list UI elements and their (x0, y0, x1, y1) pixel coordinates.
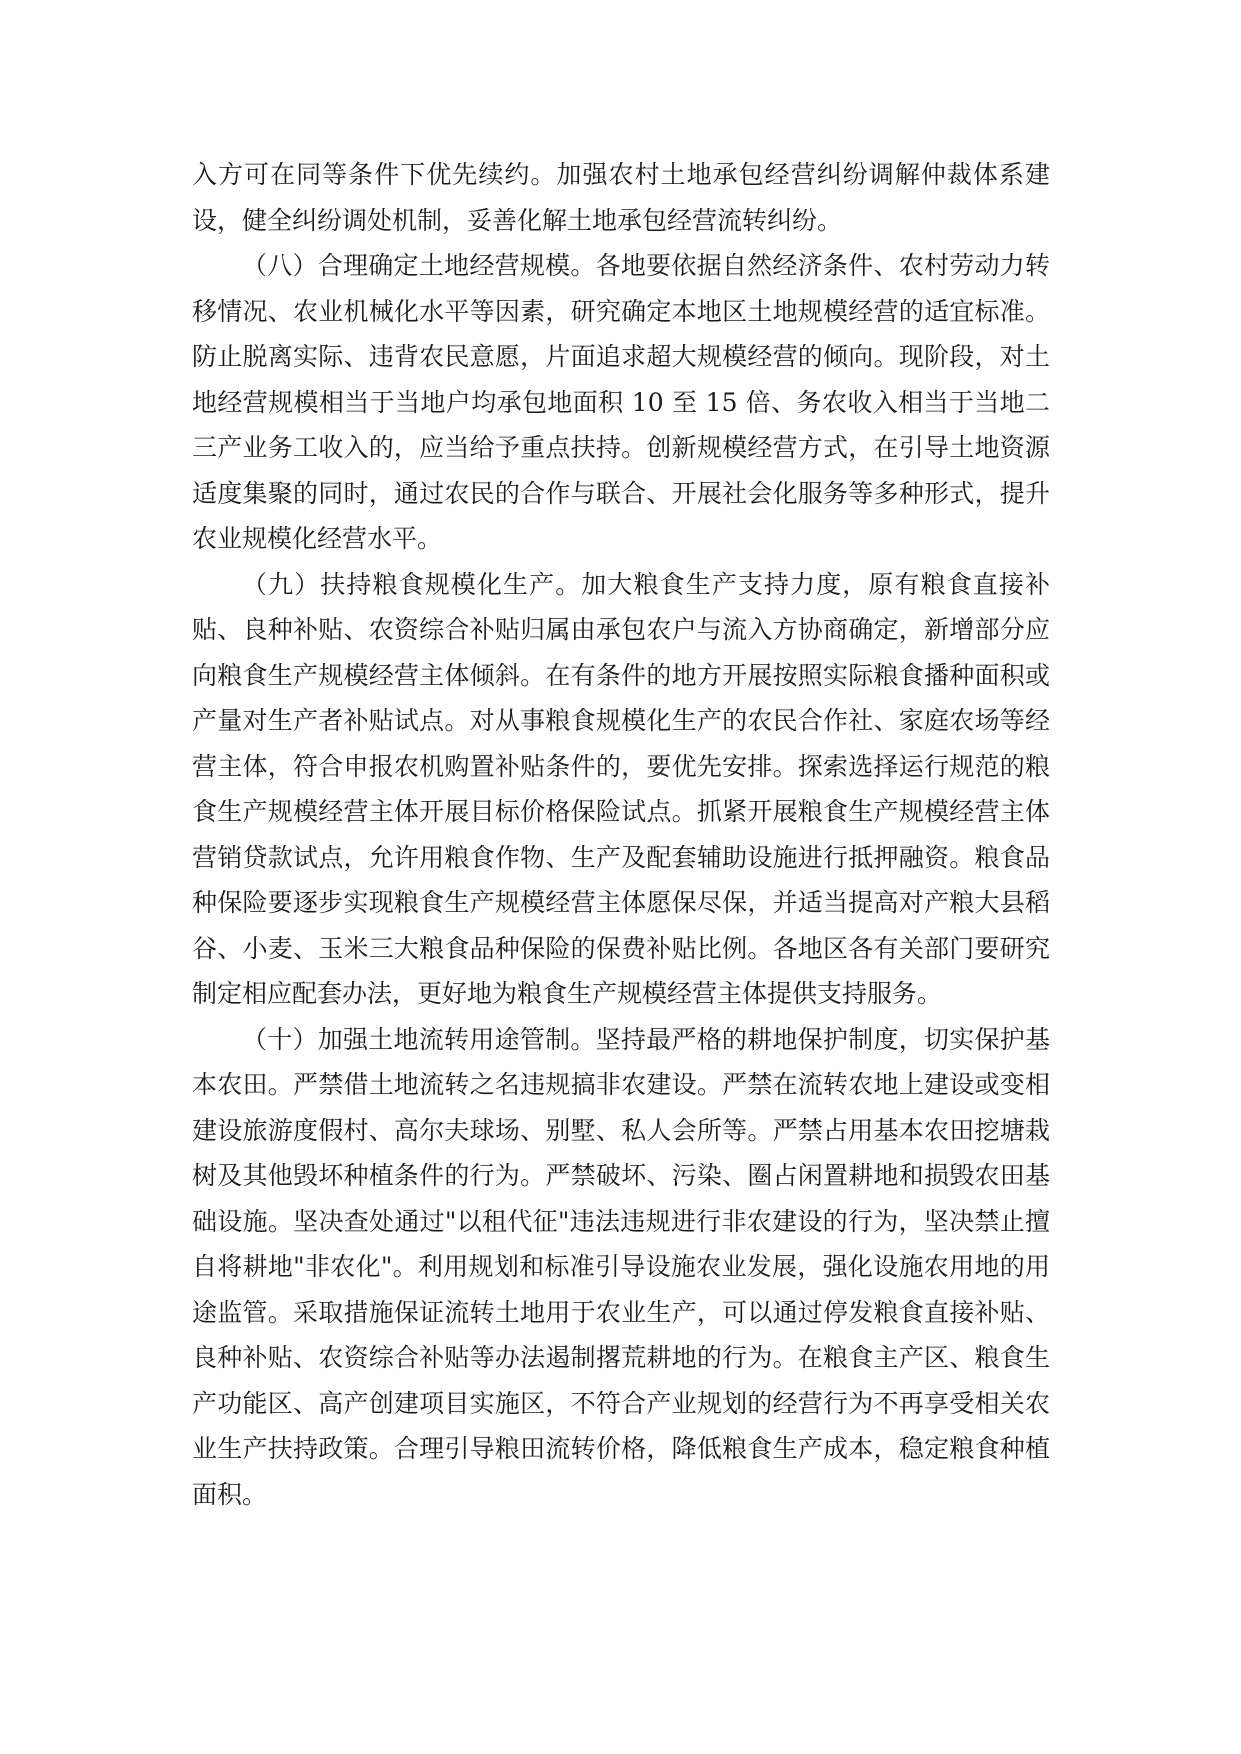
paragraph-section-10: （十）加强土地流转用途管制。坚持最严格的耕地保护制度，切实保护基本农田。严禁借土地流转之名违规搞非农建设。严禁在流转农地上建设或变相建设旅游度假村、高尔夫球场、别墅、私人会所等。严禁占用基本农田挖塘栽树及其他毁坏种植条件的行为。严禁破坏、污染、圈占闲置耕地和损毁农田基础设施。坚决查处通过"以租代征"违法违规进行非农建设的行为，坚决禁止擅自将耕地"非农化"。利用规划和标准引导设施农业发展，强化设施农用地的用途监管。采取措施保证流转土地用于农业生产，可以通过停发粮食直接补贴、良种补贴、农资综合补贴等办法遏制撂荒耕地的行为。在粮食主产区、粮食生产功能区、高产创建项目实施区，不符合产业规划的经营行为不再享受相关农业生产扶持政策。合理引导粮田流转价格，降低粮食生产成本，稳定粮食种植面积。 (192, 1024, 1050, 1509)
paragraph-continuation: 入方可在同等条件下优先续约。加强农村土地承包经营纠纷调解仲裁体系建设，健全纠纷调处机制，妥善化解土地承包经营流转纠纷。 (192, 160, 1050, 235)
paragraph-section-8: （八）合理确定土地经营规模。各地要依据自然经济条件、农村劳动力转移情况、农业机械化水平等因素，研究确定本地区土地规模经营的适宜标准。防止脱离实际、违背农民意愿，片面追求超大规模经营的倾向。现阶段，对土地经营规模相当于当地户均承包地面积 10 至 15 倍、务农收入相当于当地二三产业务工收入的，应当给予重点扶持。创新规模经营方式，在引导土地资源适度集聚的同时，通过农民的合作与联合、开展社会化服务等多种形式，提升农业规模化经营水平。 (192, 251, 1050, 553)
paragraph-section-9: （九）扶持粮食规模化生产。加大粮食生产支持力度，原有粮食直接补贴、良种补贴、农资综合补贴归属由承包农户与流入方协商确定，新增部分应向粮食生产规模经营主体倾斜。在有条件的地方开展按照实际粮食播种面积或产量对生产者补贴试点。对从事粮食规模化生产的农民合作社、家庭农场等经营主体，符合申报农机购置补贴条件的，要优先安排。探索选择运行规范的粮食生产规模经营主体开展目标价格保险试点。抓紧开展粮食生产规模经营主体营销贷款试点，允许用粮食作物、生产及配套辅助设施进行抵押融资。粮食品种保险要逐步实现粮食生产规模经营主体愿保尽保，并适当提高对产粮大县稻谷、小麦、玉米三大粮食品种保险的保费补贴比例。各地区各有关部门要研究制定相应配套办法，更好地为粮食生产规模经营主体提供支持服务。 (192, 569, 1050, 1008)
document-body (192, 152, 1050, 1517)
